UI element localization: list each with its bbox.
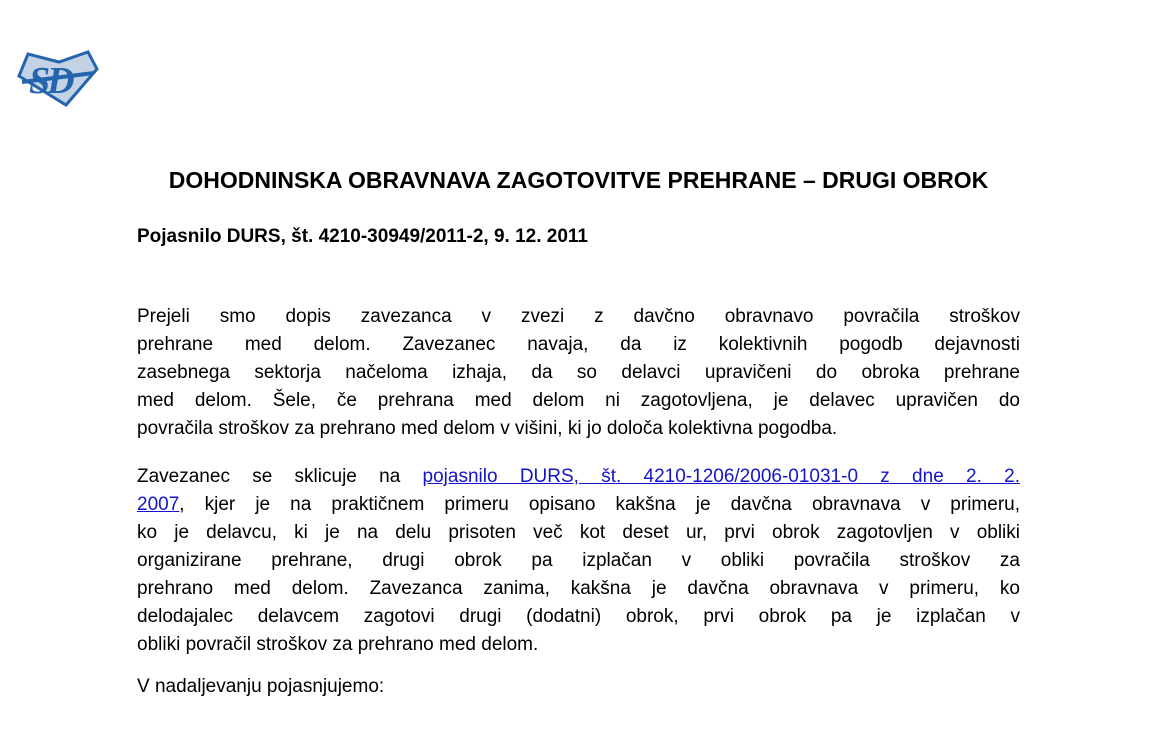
text-segment: Zavezanec se sklicuje na (137, 466, 423, 487)
document-body (137, 0, 1020, 701)
text-segment: delodajalec delavcem zagotovi drugi (dodatni) obrok, prvi obrok pa je izplačan v (137, 606, 1020, 627)
text-segment: prehrane med delom. Zavezanec navaja, da iz kolektivnih pogodb dejavnosti (137, 334, 1020, 355)
sd-diamond-logo (16, 49, 100, 107)
text-line (137, 547, 1020, 575)
text-line (137, 575, 1020, 603)
text-line (137, 631, 1020, 659)
text-line (137, 491, 1020, 519)
text-line (137, 673, 1020, 701)
body-paragraphs (137, 303, 1020, 701)
text-line (137, 603, 1020, 631)
logo-letters: SD (29, 60, 72, 102)
text-segment: zasebnega sektorja načeloma izhaja, da so delavci upravičeni do obroka prehrane (137, 362, 1020, 383)
paragraph-reference (137, 463, 1020, 659)
text-line (137, 387, 1020, 415)
text-line (137, 415, 1020, 443)
text-segment: prehrano med delom. Zavezanca zanima, kakšna je davčna obravnava v primeru, ko (137, 578, 1020, 599)
text-segment: povračila stroškov za prehrano med delom v višini, ki jo določa kolektivna pogodba. (137, 418, 838, 439)
text-segment: Prejeli smo dopis zavezanca v zvezi z davčno obravnavo povračila stroškov (137, 306, 1020, 327)
durs-pojasnilo-link[interactable]: pojasnilo DURS, št. 4210-1206/2006-01031-0 z dne 2. 2. (422, 466, 1020, 487)
text-line (137, 519, 1020, 547)
text-line (137, 331, 1020, 359)
text-segment: obliki povračil stroškov za prehrano med delom. (137, 634, 539, 655)
sd-diamond-logo-graphic (16, 49, 100, 107)
document-reference-line: Pojasnilo DURS, št. 4210-30949/2011-2, 9. 12. 2011 (137, 226, 588, 247)
text-line (137, 463, 1020, 491)
text-segment: ko je delavcu, ki je na delu prisoten več kot deset ur, prvi obrok zagotovljen v obliki (137, 522, 1020, 543)
text-line (137, 359, 1020, 387)
paragraph-closing (137, 673, 1020, 701)
durs-pojasnilo-link[interactable]: 2007 (137, 494, 180, 515)
paragraph-intro (137, 303, 1020, 443)
text-segment: V nadaljevanju pojasnjujemo: (137, 676, 385, 697)
text-segment: med delom. Šele, če prehrana med delom ni zagotovljena, je delavec upravičen do (137, 390, 1020, 411)
text-segment: organizirane prehrane, drugi obrok pa izplačan v obliki povračila stroškov za (137, 550, 1020, 571)
page-title: DOHODNINSKA OBRAVNAVA ZAGOTOVITVE PREHRANE – DRUGI OBROK (168, 167, 989, 193)
text-line (137, 303, 1020, 331)
text-segment: , kjer je na praktičnem primeru opisano kakšna je davčna obravnava v primeru, (179, 494, 1020, 515)
